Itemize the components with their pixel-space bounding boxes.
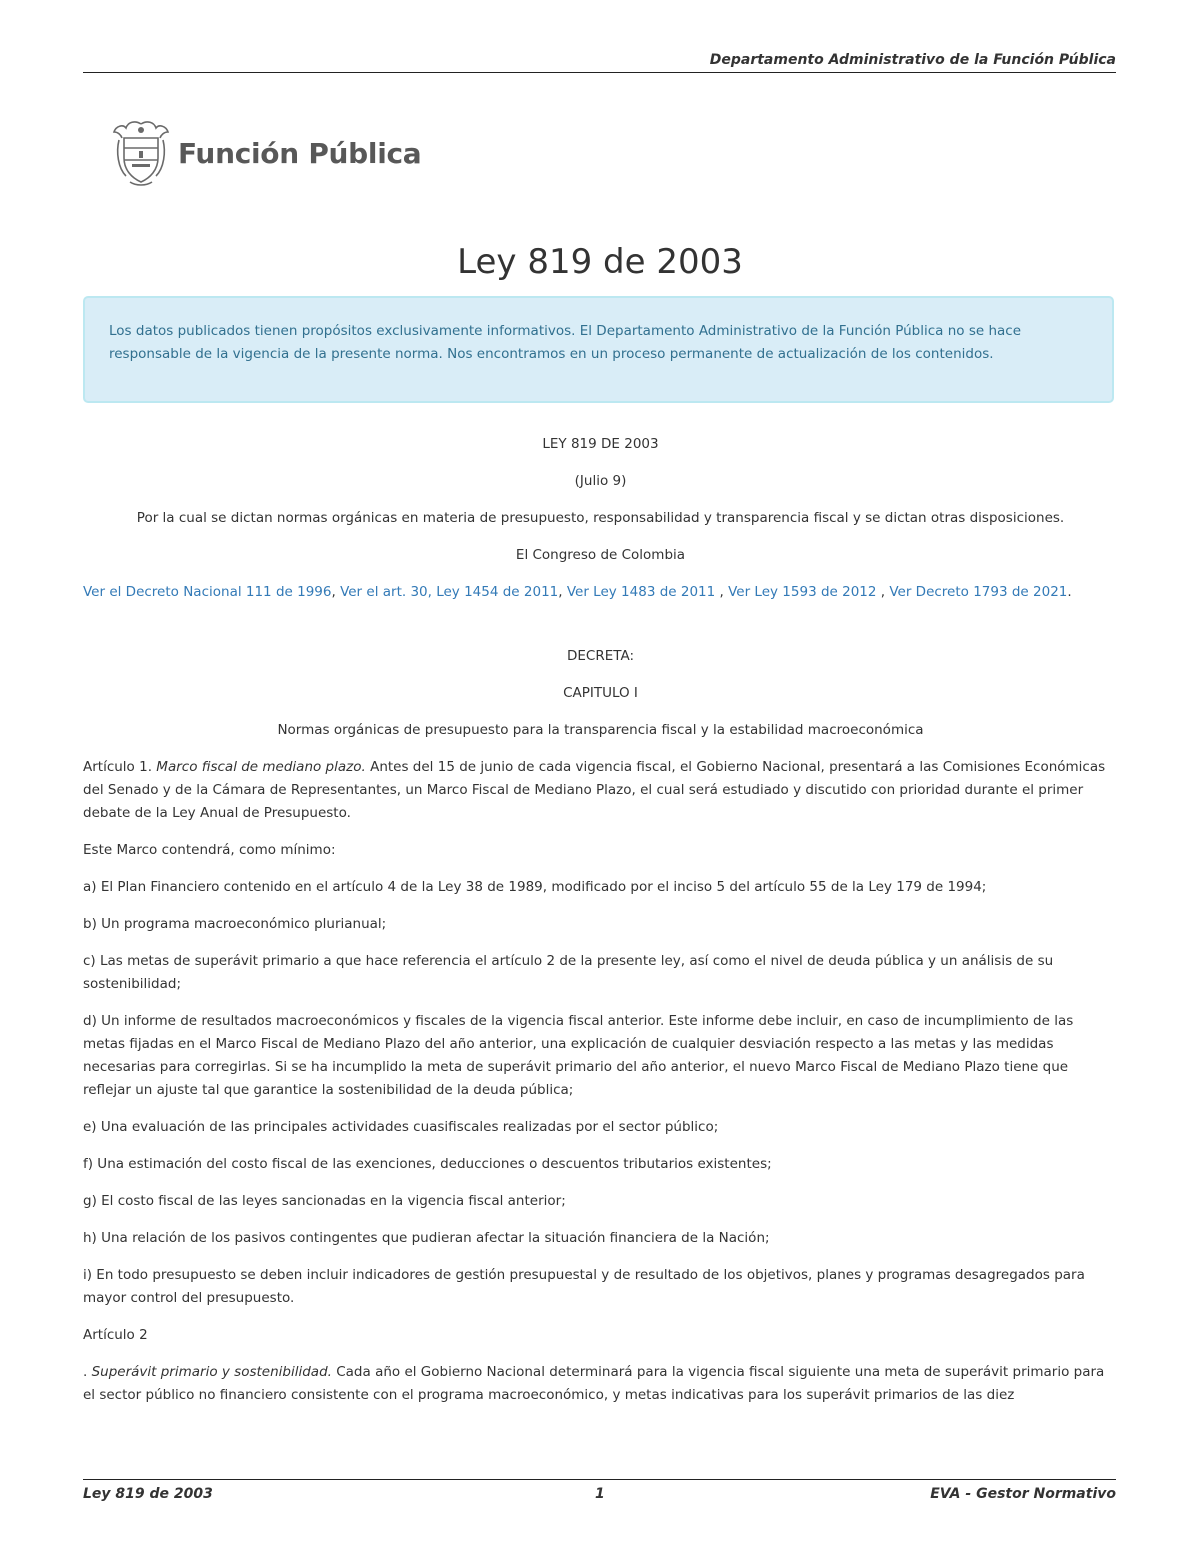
link-ley-1483-2011[interactable]: Ver Ley 1483 de 2011: [566, 584, 716, 600]
chapter-title: Normas orgánicas de presupuesto para la transparencia fiscal y la estabilidad macroeconómica: [277, 722, 924, 738]
link-ley-1593-2012[interactable]: Ver Ley 1593 de 2012: [728, 584, 877, 600]
article-2: . Superávit primario y sostenibilidad. Cada año el Gobierno Nacional determinará para la vigencia fiscal siguiente una meta de superávit primario para el sector público no financiero consistente con el programa macroeconómico, y metas indicativas para los superávit primarios de las diez: [83, 1364, 1105, 1403]
disclaimer-alert: [83, 296, 1114, 403]
article-1-body: Antes del 15 de junio de cada vigencia fiscal, el Gobierno Nacional, presentará a las Comisiones Económicas del Senado y de la Cámara de Representantes, un Marco Fiscal de Mediano Plazo, el cual será estudiado y discutido con prioridad durante el primer debate de la Ley Anual de Presupuesto.: [83, 759, 1106, 821]
list-item: i) En todo presupuesto se deben incluir indicadores de gestión presupuestal y de resultado de los objetivos, planes y programas desagregados para mayor control del presupuesto.: [83, 1267, 1085, 1306]
law-heading: LEY 819 DE 2003: [542, 436, 659, 452]
footer-page-number: 1: [595, 1486, 605, 1502]
list-item: g) El costo fiscal de las leyes sancionadas en la vigencia fiscal anterior;: [83, 1193, 566, 1209]
page-title: Ley 819 de 2003: [457, 242, 743, 282]
coat-of-arms-icon: [110, 118, 172, 188]
funcion-publica-logo: [110, 118, 421, 188]
footer-app-name: EVA - Gestor Normativo: [930, 1486, 1116, 1502]
list-item: d) Un informe de resultados macroeconómicos y fiscales de la vigencia fiscal anterior. Este informe debe incluir, en caso de incumplimiento de las metas fijadas en el Marco Fiscal de Mediano Plazo del año anterior, una explicación de cualquier desviación respecto a las metas y las medidas necesarias para corregirlas. Si se ha incumplido la meta de superávit primario del año anterior, el nuevo Marco Fiscal de Mediano Plazo tiene que reflejar un ajuste tal que garantice la sostenibilidad de la deuda pública;: [83, 1013, 1074, 1098]
article-1-label: Artículo 1.: [83, 759, 152, 775]
list-item: e) Una evaluación de las principales actividades cuasifiscales realizadas por el sector público;: [83, 1119, 719, 1135]
article-2-label: Artículo 2: [83, 1327, 148, 1343]
link-ley-1454-2011[interactable]: Ver el art. 30, Ley 1454 de 2011: [340, 584, 559, 600]
header-title: Departamento Administrativo de la Función Pública: [709, 52, 1116, 68]
law-issuer: El Congreso de Colombia: [515, 547, 686, 563]
disclaimer-text: Los datos publicados tienen propósitos exclusivamente informativos. El Departamento Administrativo de la Función Pública no se hace responsable de la vigencia de la presente norma. Nos encontramos en un proceso permanente de actualización de los contenidos.: [109, 323, 1022, 362]
related-links: Ver el Decreto Nacional 111 de 1996, Ver el art. 30, Ley 1454 de 2011, Ver Ley 1483 de 2011 , Ver Ley 1593 de 2012 , Ver Decreto 1793 de 2021.: [83, 584, 1072, 600]
list-item: c) Las metas de superávit primario a que hace referencia el artículo 2 de la presente ley, así como el nivel de deuda pública y un análisis de su sostenibilidad;: [83, 953, 1054, 992]
decreta-label: DECRETA:: [566, 648, 634, 664]
law-subject: Por la cual se dictan normas orgánicas en materia de presupuesto, responsabilidad y transparencia fiscal y se dictan otras disposiciones.: [136, 510, 1065, 526]
list-item: h) Una relación de los pasivos contingentes que pudieran afectar la situación financiera de la Nación;: [83, 1230, 770, 1246]
article-1: [83, 756, 1118, 825]
link-decreto-1793-2021[interactable]: Ver Decreto 1793 de 2021: [889, 584, 1068, 600]
list-item: f) Una estimación del costo fiscal de las exenciones, deducciones o descuentos tributarios existentes;: [83, 1156, 772, 1172]
law-content: [83, 433, 1118, 1421]
list-item: b) Un programa macroeconómico plurianual;: [83, 916, 387, 932]
article-1-title: Marco fiscal de mediano plazo.: [156, 759, 366, 775]
footer-law-name: Ley 819 de 2003: [83, 1486, 213, 1502]
article-1-intro: Este Marco contendrá, como mínimo:: [83, 842, 336, 858]
list-item: a) El Plan Financiero contenido en el artículo 4 de la Ley 38 de 1989, modificado por el inciso 5 del artículo 55 de la Ley 179 de 1994;: [83, 879, 987, 895]
chapter-label: CAPITULO I: [563, 685, 638, 701]
link-decreto-111-1996[interactable]: Ver el Decreto Nacional 111 de 1996: [83, 584, 332, 600]
law-date: (Julio 9): [574, 473, 627, 489]
logo-text: Función Pública: [178, 136, 422, 170]
article-2-body: Cada año el Gobierno Nacional determinará para la vigencia fiscal siguiente una meta de superávit primario para el sector público no financiero consistente con el programa macroeconómico, y metas indicativas para los superávit primarios de las diez: [83, 1364, 1105, 1403]
page-header: [83, 50, 1116, 73]
footer-divider: [83, 1479, 1116, 1480]
article-2-title: Superávit primario y sostenibilidad.: [91, 1364, 332, 1380]
